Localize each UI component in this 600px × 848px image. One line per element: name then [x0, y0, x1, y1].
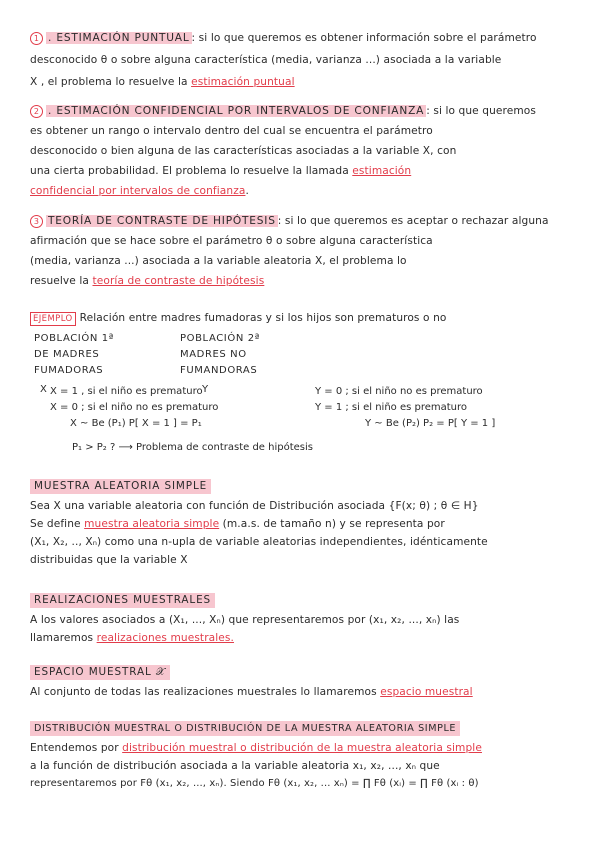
- right-variable-definitions: Y = 0 ; si el niño no es prematuro Y = 1 ; si el niño es prematuro Y ~ Be (P₂) P₂ = P[ Y = 1 ]: [315, 386, 496, 429]
- population-1-label: POBLACIÓN 1ª DE MADRES FUMADORAS X: [34, 333, 114, 395]
- sample-space-section: ESPACIO MUESTRAL 𝒳 Al conjunto de todas las realizaciones muestrales lo llamaremos espacio muestral: [30, 666, 473, 698]
- interval-estimation-term-1: estimación: [352, 165, 412, 177]
- interval-estimation-heading: . ESTIMACIÓN CONFIDENCIAL POR INTERVALOS DE CONFIANZA: [48, 105, 425, 117]
- number-one-circle: 1: [30, 32, 43, 45]
- sample-realizations-heading: REALIZACIONES MUESTRALES: [30, 593, 215, 608]
- simple-random-sample-term: muestra aleatoria simple: [84, 518, 220, 530]
- example-section: [30, 310, 580, 326]
- number-three-circle: 3: [30, 215, 43, 228]
- sampling-distribution-heading: DISTRIBUCIÓN MUESTRAL O DISTRIBUCIÓN DE LA MUESTRA ALEATORIA SIMPLE: [30, 721, 460, 736]
- simple-random-sample-section: MUESTRA ALEATORIA SIMPLE Sea X una variable aleatoria con función de Distribución asociada {F(x; θ) ; θ ∈ H} Se define muestra aleatoria simple (m.a.s. de tamaño n) y se representa por (X₁, X₂, .., Xₙ) como una n-upla de variable aleatorias independientes, idénticamente distribuidas que la variable X: [30, 480, 488, 566]
- simple-random-sample-heading: MUESTRA ALEATORIA SIMPLE: [30, 479, 211, 494]
- point-estimation-heading: . ESTIMACIÓN PUNTUAL: [48, 32, 190, 44]
- sample-space-heading: ESPACIO MUESTRAL 𝒳: [30, 665, 170, 680]
- left-variable-definitions: X = 1 , si el niño es prematuro X = 0 ; si el niño no es prematuro X ~ Be (P₁) P[ X = 1 ] = P₁: [50, 386, 219, 429]
- point-estimation-paragraph: 1 . ESTIMACIÓN PUNTUAL : si lo que queremos es obtener información sobre el parámetro desconocido θ o sobre alguna característica (media, varianza ...) asociada a la variable X , el problema lo resuelve la estimación puntual: [30, 32, 537, 88]
- number-two-circle: 2: [30, 105, 43, 118]
- sample-realizations-section: REALIZACIONES MUESTRALES A los valores asociados a (X₁, ..., Xₙ) que representaremos por (x₁, x₂, ..., xₙ) las llamaremos realizaciones muestrales.: [30, 594, 460, 644]
- hypothesis-term: teoría de contraste de hipótesis: [92, 275, 265, 287]
- example-title: Relación entre madres fumadoras y si los hijos son prematuros o no: [79, 312, 447, 324]
- example-tag: EJEMPLO: [30, 312, 76, 326]
- sample-space-term: espacio muestral: [380, 686, 473, 698]
- interval-estimation-term-2: confidencial por intervalos de confianza: [30, 185, 246, 197]
- hypothesis-heading: TEORÍA DE CONTRASTE DE HIPÓTESIS: [48, 215, 276, 227]
- sample-realizations-term: realizaciones muestrales.: [96, 632, 234, 644]
- sampling-distribution-term: distribución muestral o distribución de la muestra aleatoria simple: [122, 742, 482, 754]
- interval-estimation-paragraph: 2 . ESTIMACIÓN CONFIDENCIAL POR INTERVALOS DE CONFIANZA : si lo que queremos es obtener un rango o intervalo dentro del cual se encuentra el parámetro desconocido o bien alguna de las características asociadas a la variable X, con una cierta probabilidad. El problema lo resuelve la llamada estimación confidencial por intervalos de confianza.: [30, 105, 536, 197]
- point-estimation-term: estimación puntual: [191, 76, 295, 88]
- hypothesis-question: P₁ > P₂ ? ⟶ Problema de contraste de hipótesis: [72, 442, 313, 453]
- sampling-distribution-section: DISTRIBUCIÓN MUESTRAL O DISTRIBUCIÓN DE LA MUESTRA ALEATORIA SIMPLE Entendemos por distribución muestral o distribución de la muestra aleatoria simple a la función de distribución asociada a la variable aleatoria x₁, x₂, ..., xₙ que representaremos por Fθ (x₁, x₂, ..., xₙ). Siendo Fθ (x₁, x₂, ... xₙ) = ∏ Fθ (xᵢ) = ∏ Fθ (xᵢ : θ): [30, 723, 482, 789]
- hypothesis-paragraph: 3 TEORÍA DE CONTRASTE DE HIPÓTESIS : si lo que queremos es aceptar o rechazar alguna afirmación que se hace sobre el parámetro θ o sobre alguna característica (media, varianza ...) asociada a la variable aleatoria X, el problema lo resuelve la teoría de contraste de hipótesis: [30, 215, 549, 287]
- population-2-label: POBLACIÓN 2ª MADRES NO FUMANDORAS Y: [180, 333, 260, 395]
